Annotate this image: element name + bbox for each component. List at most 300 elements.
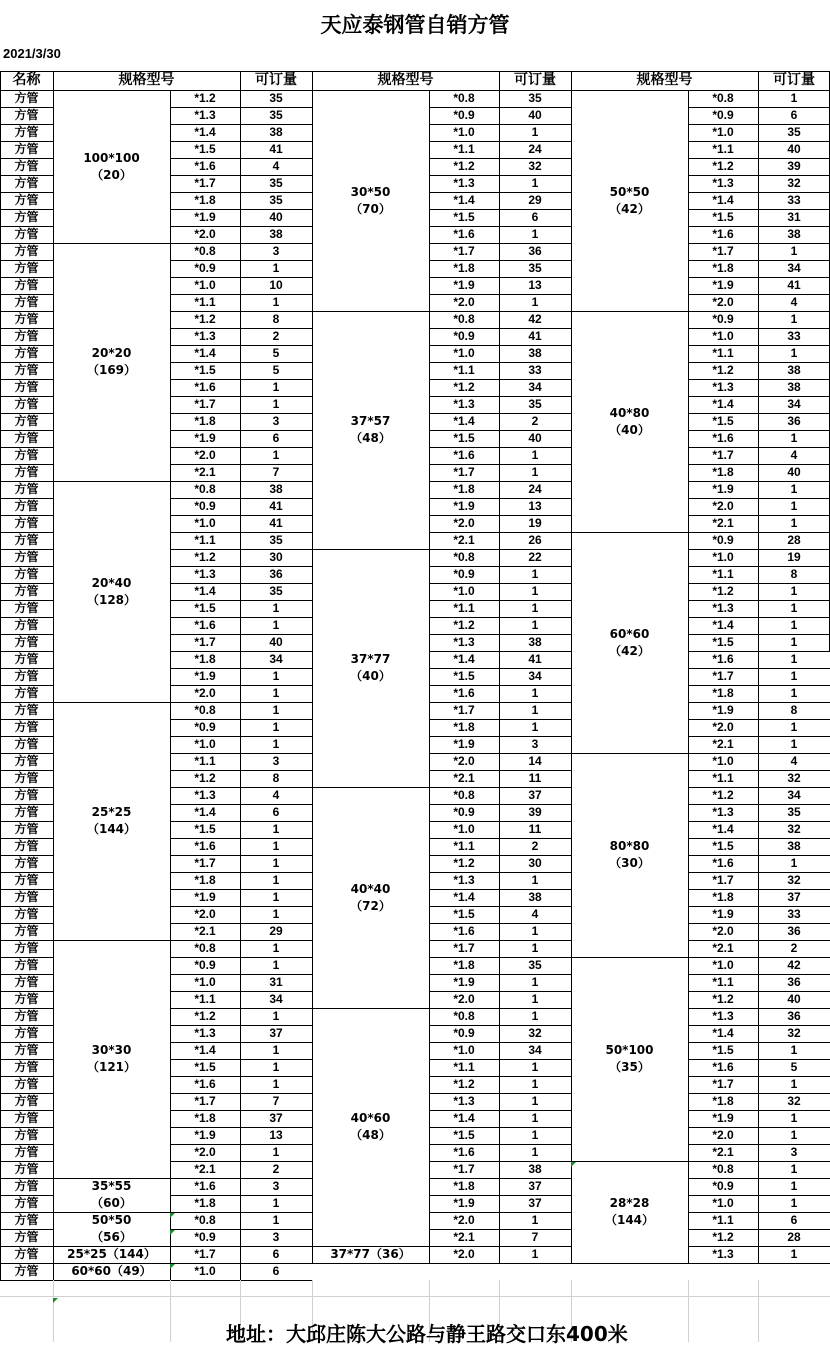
spec-thickness: *1.1	[712, 771, 734, 785]
spec-group-line: （121）	[86, 1060, 137, 1074]
row-name: 方管	[14, 1230, 39, 1244]
spec-thickness: *1.7	[712, 873, 734, 887]
row-name: 方管	[14, 941, 39, 955]
order-quantity: 35	[269, 176, 283, 190]
spec-thickness: *1.9	[712, 278, 734, 292]
spec-thickness: *1.2	[453, 1077, 475, 1091]
row-name: 方管	[14, 1213, 39, 1227]
row-name: 方管	[14, 975, 39, 989]
order-quantity: 7	[531, 1230, 539, 1244]
spec-thickness: *1.1	[453, 1060, 475, 1074]
spec-thickness: *2.0	[712, 720, 734, 734]
spec-thickness: *1.7	[712, 1077, 734, 1091]
order-quantity: 1	[531, 873, 539, 887]
spec-thickness: *1.7	[194, 856, 216, 870]
spec-thickness: *0.9	[453, 1026, 475, 1040]
spec-thickness: *1.5	[453, 210, 475, 224]
spec-thickness: *2.0	[194, 1145, 216, 1159]
order-quantity: 1	[272, 703, 280, 717]
spec-thickness: *1.4	[194, 1043, 216, 1057]
row-name: 方管	[14, 567, 39, 581]
spec-thickness: *1.1	[453, 601, 475, 615]
order-quantity: 34	[269, 992, 283, 1006]
spec-group-label	[571, 90, 688, 311]
order-quantity: 3	[272, 244, 280, 258]
spec-thickness: *1.6	[712, 227, 734, 241]
spec-thickness: *1.4	[712, 822, 734, 836]
row-name: 方管	[14, 312, 39, 326]
order-quantity: 1	[790, 686, 798, 700]
order-quantity: 6	[272, 1264, 280, 1278]
order-quantity: 1	[790, 737, 798, 751]
spec-thickness: *2.0	[194, 448, 216, 462]
row-name: 方管	[14, 1026, 39, 1040]
order-quantity: 1	[790, 1196, 798, 1210]
order-quantity: 1	[531, 686, 539, 700]
order-quantity: 1	[790, 1077, 798, 1091]
order-quantity: 36	[528, 244, 542, 258]
spec-group-label	[571, 311, 688, 532]
order-quantity: 32	[787, 822, 801, 836]
spec-thickness: *0.8	[194, 1213, 216, 1227]
order-quantity: 31	[269, 975, 283, 989]
spec-thickness: *1.3	[453, 873, 475, 887]
row-name: 方管	[14, 261, 39, 275]
spec-thickness: *1.5	[453, 1128, 475, 1142]
spec-thickness: *1.7	[194, 1247, 216, 1261]
order-quantity: 35	[787, 125, 801, 139]
order-quantity: 32	[787, 873, 801, 887]
spec-thickness: *1.0	[194, 1264, 216, 1278]
spec-thickness: *1.2	[453, 856, 475, 870]
spec-thickness: *1.8	[453, 261, 475, 275]
header-spec-3: 规格型号	[636, 72, 693, 88]
order-quantity: 32	[787, 771, 801, 785]
spec-thickness: *0.9	[453, 567, 475, 581]
order-quantity: 33	[787, 907, 801, 921]
row-name: 方管	[14, 1264, 39, 1278]
order-quantity: 4	[272, 159, 280, 173]
spec-thickness: *0.8	[453, 1009, 475, 1023]
spec-group-label	[53, 1212, 170, 1246]
order-quantity: 28	[787, 1230, 801, 1244]
spec-thickness: *1.6	[453, 448, 475, 462]
order-quantity: 4	[272, 788, 280, 802]
spec-group-line: 37*77	[350, 652, 391, 666]
spec-thickness: *1.5	[712, 210, 734, 224]
order-quantity: 6	[272, 431, 280, 445]
order-quantity: 7	[272, 465, 280, 479]
row-name: 方管	[14, 1077, 39, 1091]
spec-thickness: *1.0	[712, 958, 734, 972]
spec-thickness: *1.9	[453, 975, 475, 989]
spec-thickness: *1.7	[453, 244, 475, 258]
spec-thickness: *0.8	[194, 482, 216, 496]
row-name: 方管	[14, 448, 39, 462]
spec-thickness: *1.9	[453, 499, 475, 513]
order-quantity: 1	[790, 584, 798, 598]
order-quantity: 38	[528, 346, 542, 360]
spec-group-line: （48）	[350, 431, 391, 445]
spec-thickness: *0.9	[712, 312, 734, 326]
spec-thickness: *1.3	[712, 805, 734, 819]
order-quantity: 1	[531, 227, 539, 241]
spec-thickness: *1.6	[194, 839, 216, 853]
order-quantity: 6	[790, 108, 798, 122]
row-name: 方管	[14, 873, 39, 887]
order-quantity: 39	[787, 159, 801, 173]
spec-thickness: *1.2	[194, 771, 216, 785]
spec-thickness: *1.8	[194, 1196, 216, 1210]
column-border	[758, 71, 759, 1264]
order-quantity: 24	[528, 482, 542, 496]
spec-thickness: *2.1	[712, 737, 734, 751]
spec-thickness: *2.0	[712, 924, 734, 938]
row-name: 方管	[14, 788, 39, 802]
order-quantity: 3	[272, 754, 280, 768]
footer-address: 地址：大邱庄陈大公路与静王路交口东400米	[226, 1322, 628, 1346]
order-quantity: 29	[528, 193, 542, 207]
spec-thickness: *1.2	[194, 312, 216, 326]
spec-thickness: *1.0	[712, 329, 734, 343]
spec-thickness: *2.0	[453, 992, 475, 1006]
spec-group-label	[571, 1161, 688, 1263]
order-quantity: 1	[531, 720, 539, 734]
order-quantity: 1	[272, 686, 280, 700]
spec-thickness: *2.1	[453, 771, 475, 785]
row-name: 方管	[14, 601, 39, 615]
spec-thickness: *1.0	[194, 516, 216, 530]
spec-thickness: *1.1	[194, 992, 216, 1006]
spec-thickness: *0.9	[194, 1230, 216, 1244]
row-name: 方管	[14, 499, 39, 513]
spec-group-line: （40）	[350, 669, 391, 683]
spec-thickness: *0.8	[194, 941, 216, 955]
order-quantity: 1	[531, 295, 539, 309]
order-quantity: 38	[787, 227, 801, 241]
order-quantity: 1	[272, 873, 280, 887]
spec-thickness: *1.5	[453, 669, 475, 683]
spec-thickness: *1.8	[453, 1179, 475, 1193]
spec-thickness: *0.8	[194, 703, 216, 717]
column-border	[499, 71, 500, 1264]
row-name: 方管	[14, 737, 39, 751]
spec-group-line: （70）	[350, 201, 391, 216]
spec-thickness: *1.4	[453, 652, 475, 666]
row-name: 方管	[14, 1196, 39, 1210]
row-name: 方管	[14, 1145, 39, 1159]
spec-group-line: （128）	[86, 592, 137, 607]
spec-thickness: *1.7	[453, 703, 475, 717]
order-quantity: 19	[528, 516, 542, 530]
row-name: 方管	[14, 1094, 39, 1108]
spec-thickness: *1.1	[712, 1213, 734, 1227]
order-quantity: 35	[787, 805, 801, 819]
row-name: 方管	[14, 1111, 39, 1125]
spec-thickness: *1.5	[194, 601, 216, 615]
spec-thickness: *0.9	[194, 261, 216, 275]
row-name: 方管	[14, 584, 39, 598]
order-quantity: 34	[787, 261, 801, 275]
order-quantity: 1	[790, 601, 798, 615]
spec-thickness: *1.6	[453, 227, 475, 241]
row-name: 方管	[14, 380, 39, 394]
order-quantity: 1	[531, 941, 539, 955]
empty-grid-line	[688, 1280, 689, 1342]
order-quantity: 7	[272, 1094, 280, 1108]
order-quantity: 6	[790, 1213, 798, 1227]
spec-thickness: *1.5	[194, 1060, 216, 1074]
row-name: 方管	[14, 363, 39, 377]
spec-thickness: *1.2	[194, 1009, 216, 1023]
row-name: 方管	[14, 635, 39, 649]
order-quantity: 1	[531, 1128, 539, 1142]
order-quantity: 33	[787, 193, 801, 207]
order-quantity: 4	[790, 754, 798, 768]
spec-thickness: *1.9	[194, 890, 216, 904]
spec-thickness: *1.9	[194, 1128, 216, 1142]
order-quantity: 5	[272, 363, 280, 377]
spec-thickness: *1.9	[194, 431, 216, 445]
spec-thickness: *1.1	[194, 754, 216, 768]
row-name: 方管	[14, 839, 39, 853]
spec-thickness: *1.6	[453, 924, 475, 938]
order-quantity: 40	[528, 431, 542, 445]
order-quantity: 41	[787, 278, 801, 292]
order-quantity: 6	[531, 210, 539, 224]
order-quantity: 1	[272, 380, 280, 394]
order-quantity: 38	[787, 363, 801, 377]
spec-group-label	[53, 481, 170, 702]
spec-thickness: *0.9	[712, 1179, 734, 1193]
order-quantity: 1	[272, 737, 280, 751]
spec-thickness: *1.9	[453, 1196, 475, 1210]
order-quantity: 1	[531, 1247, 539, 1261]
spec-thickness: *1.5	[712, 635, 734, 649]
row-name: 方管	[14, 1128, 39, 1142]
column-border	[429, 90, 430, 1264]
sheet-date: 2021/3/30	[3, 46, 61, 61]
order-quantity: 32	[787, 176, 801, 190]
spec-thickness: *1.6	[194, 618, 216, 632]
order-quantity: 36	[787, 924, 801, 938]
order-quantity: 1	[790, 618, 798, 632]
spec-thickness: *2.1	[712, 941, 734, 955]
spec-thickness: *2.0	[453, 754, 475, 768]
spec-thickness: *0.9	[453, 329, 475, 343]
spec-thickness: *1.3	[453, 176, 475, 190]
spec-thickness: *0.9	[194, 499, 216, 513]
spec-thickness: *1.8	[453, 720, 475, 734]
spec-thickness: *1.6	[194, 380, 216, 394]
spec-thickness: *1.2	[712, 584, 734, 598]
spec-thickness: *1.0	[453, 584, 475, 598]
spec-thickness: *2.0	[712, 295, 734, 309]
row-name: 方管	[14, 516, 39, 530]
spec-thickness: *1.7	[712, 244, 734, 258]
row-border	[429, 1263, 572, 1264]
order-quantity: 6	[272, 805, 280, 819]
spec-thickness: *1.7	[712, 669, 734, 683]
order-quantity: 41	[528, 652, 542, 666]
order-quantity: 28	[787, 533, 801, 547]
row-name: 方管	[14, 533, 39, 547]
row-border	[688, 1263, 830, 1264]
spec-thickness: *1.6	[712, 856, 734, 870]
spec-group-label	[571, 957, 688, 1161]
cell-note-marker	[170, 1230, 175, 1235]
order-quantity: 40	[269, 635, 283, 649]
order-quantity: 1	[790, 346, 798, 360]
row-name: 方管	[14, 329, 39, 343]
order-quantity: 1	[272, 839, 280, 853]
spec-thickness: *1.2	[453, 380, 475, 394]
spec-thickness: *1.4	[453, 890, 475, 904]
order-quantity: 1	[272, 1145, 280, 1159]
column-border	[688, 90, 689, 1264]
spec-thickness: *1.4	[453, 1111, 475, 1125]
empty-grid-line	[758, 1280, 759, 1342]
spec-thickness: *1.4	[712, 1026, 734, 1040]
order-quantity: 37	[528, 788, 542, 802]
row-border	[0, 90, 830, 91]
spec-group-line: （30）	[609, 856, 650, 870]
order-quantity: 5	[790, 1060, 798, 1074]
spec-thickness: *0.8	[453, 91, 475, 105]
order-quantity: 1	[531, 1077, 539, 1091]
order-quantity: 37	[528, 1196, 542, 1210]
spec-thickness: *1.6	[712, 431, 734, 445]
spec-thickness: *1.4	[194, 346, 216, 360]
spec-group-line: 25*25	[91, 805, 132, 819]
spec-thickness: *2.0	[453, 516, 475, 530]
order-quantity: 1	[531, 176, 539, 190]
spec-thickness: *1.5	[453, 431, 475, 445]
spec-group-line: 37*57	[350, 414, 391, 428]
order-quantity: 1	[531, 125, 539, 139]
order-quantity: 33	[787, 329, 801, 343]
order-quantity: 32	[528, 1026, 542, 1040]
spec-thickness: *1.6	[712, 1060, 734, 1074]
spec-group-label	[312, 787, 429, 1008]
spec-thickness: *1.4	[712, 193, 734, 207]
spec-thickness: *1.3	[194, 329, 216, 343]
order-quantity: 3	[790, 1145, 798, 1159]
spec-thickness: *1.8	[712, 686, 734, 700]
spec-thickness: *1.3	[453, 1094, 475, 1108]
row-name: 方管	[14, 397, 39, 411]
order-quantity: 32	[787, 1094, 801, 1108]
spec-group-label	[312, 1246, 429, 1263]
spec-group-label	[53, 940, 170, 1178]
order-quantity: 3	[272, 414, 280, 428]
order-quantity: 6	[272, 1247, 280, 1261]
row-name: 方管	[14, 856, 39, 870]
spec-group-line: （169）	[86, 363, 137, 377]
order-quantity: 40	[787, 465, 801, 479]
column-border	[571, 71, 572, 1264]
order-quantity: 1	[272, 941, 280, 955]
row-name: 方管	[14, 482, 39, 496]
order-quantity: 35	[269, 584, 283, 598]
spec-thickness: *1.8	[712, 261, 734, 275]
spec-thickness: *1.7	[194, 176, 216, 190]
row-name: 方管	[14, 142, 39, 156]
order-quantity: 35	[269, 108, 283, 122]
column-border	[53, 71, 54, 1281]
spec-thickness: *1.7	[453, 941, 475, 955]
column-border	[312, 71, 313, 1264]
spec-thickness: *0.8	[712, 91, 734, 105]
spec-thickness: *2.1	[194, 1162, 216, 1176]
order-quantity: 1	[272, 720, 280, 734]
row-name: 方管	[14, 1009, 39, 1023]
row-name: 方管	[14, 652, 39, 666]
order-quantity: 1	[790, 1247, 798, 1261]
spec-thickness: *2.0	[194, 227, 216, 241]
spec-thickness: *0.9	[194, 720, 216, 734]
spec-thickness: *1.8	[194, 652, 216, 666]
spec-thickness: *1.0	[712, 754, 734, 768]
spec-group-label	[53, 1246, 170, 1263]
spec-thickness: *1.7	[453, 465, 475, 479]
spec-thickness: *1.5	[453, 907, 475, 921]
order-quantity: 35	[528, 91, 542, 105]
order-quantity: 33	[528, 363, 542, 377]
order-quantity: 2	[272, 1162, 280, 1176]
row-name: 方管	[14, 227, 39, 241]
order-quantity: 1	[272, 958, 280, 972]
order-quantity: 8	[272, 771, 280, 785]
order-quantity: 35	[528, 261, 542, 275]
spec-thickness: *1.4	[194, 805, 216, 819]
spec-thickness: *1.0	[453, 346, 475, 360]
order-quantity: 1	[790, 499, 798, 513]
order-quantity: 1	[790, 1179, 798, 1193]
row-border	[571, 1263, 689, 1264]
order-quantity: 1	[272, 601, 280, 615]
spec-group-line: 40*60	[350, 1111, 391, 1125]
order-quantity: 4	[531, 907, 539, 921]
row-name: 方管	[14, 1043, 39, 1057]
spec-group-label	[53, 1178, 170, 1212]
empty-grid-line	[170, 1280, 171, 1342]
row-name: 方管	[14, 1162, 39, 1176]
order-quantity: 19	[787, 550, 801, 564]
row-name: 方管	[14, 720, 39, 734]
order-quantity: 1	[531, 601, 539, 615]
order-quantity: 1	[272, 1077, 280, 1091]
spec-thickness: *1.9	[712, 1111, 734, 1125]
order-quantity: 1	[531, 465, 539, 479]
order-quantity: 1	[531, 1094, 539, 1108]
order-quantity: 34	[787, 788, 801, 802]
spec-group-label	[312, 90, 429, 311]
row-border	[170, 1280, 313, 1281]
order-quantity: 38	[269, 482, 283, 496]
order-quantity: 4	[790, 448, 798, 462]
spec-thickness: *1.4	[453, 193, 475, 207]
spec-group-line: （42）	[609, 643, 650, 658]
spec-thickness: *1.9	[194, 669, 216, 683]
spec-group-line: 20*40	[91, 575, 132, 590]
order-quantity: 1	[531, 448, 539, 462]
order-quantity: 1	[531, 1111, 539, 1125]
order-quantity: 8	[790, 567, 798, 581]
cell-note-marker	[53, 1298, 58, 1303]
order-quantity: 4	[790, 295, 798, 309]
order-quantity: 38	[269, 125, 283, 139]
